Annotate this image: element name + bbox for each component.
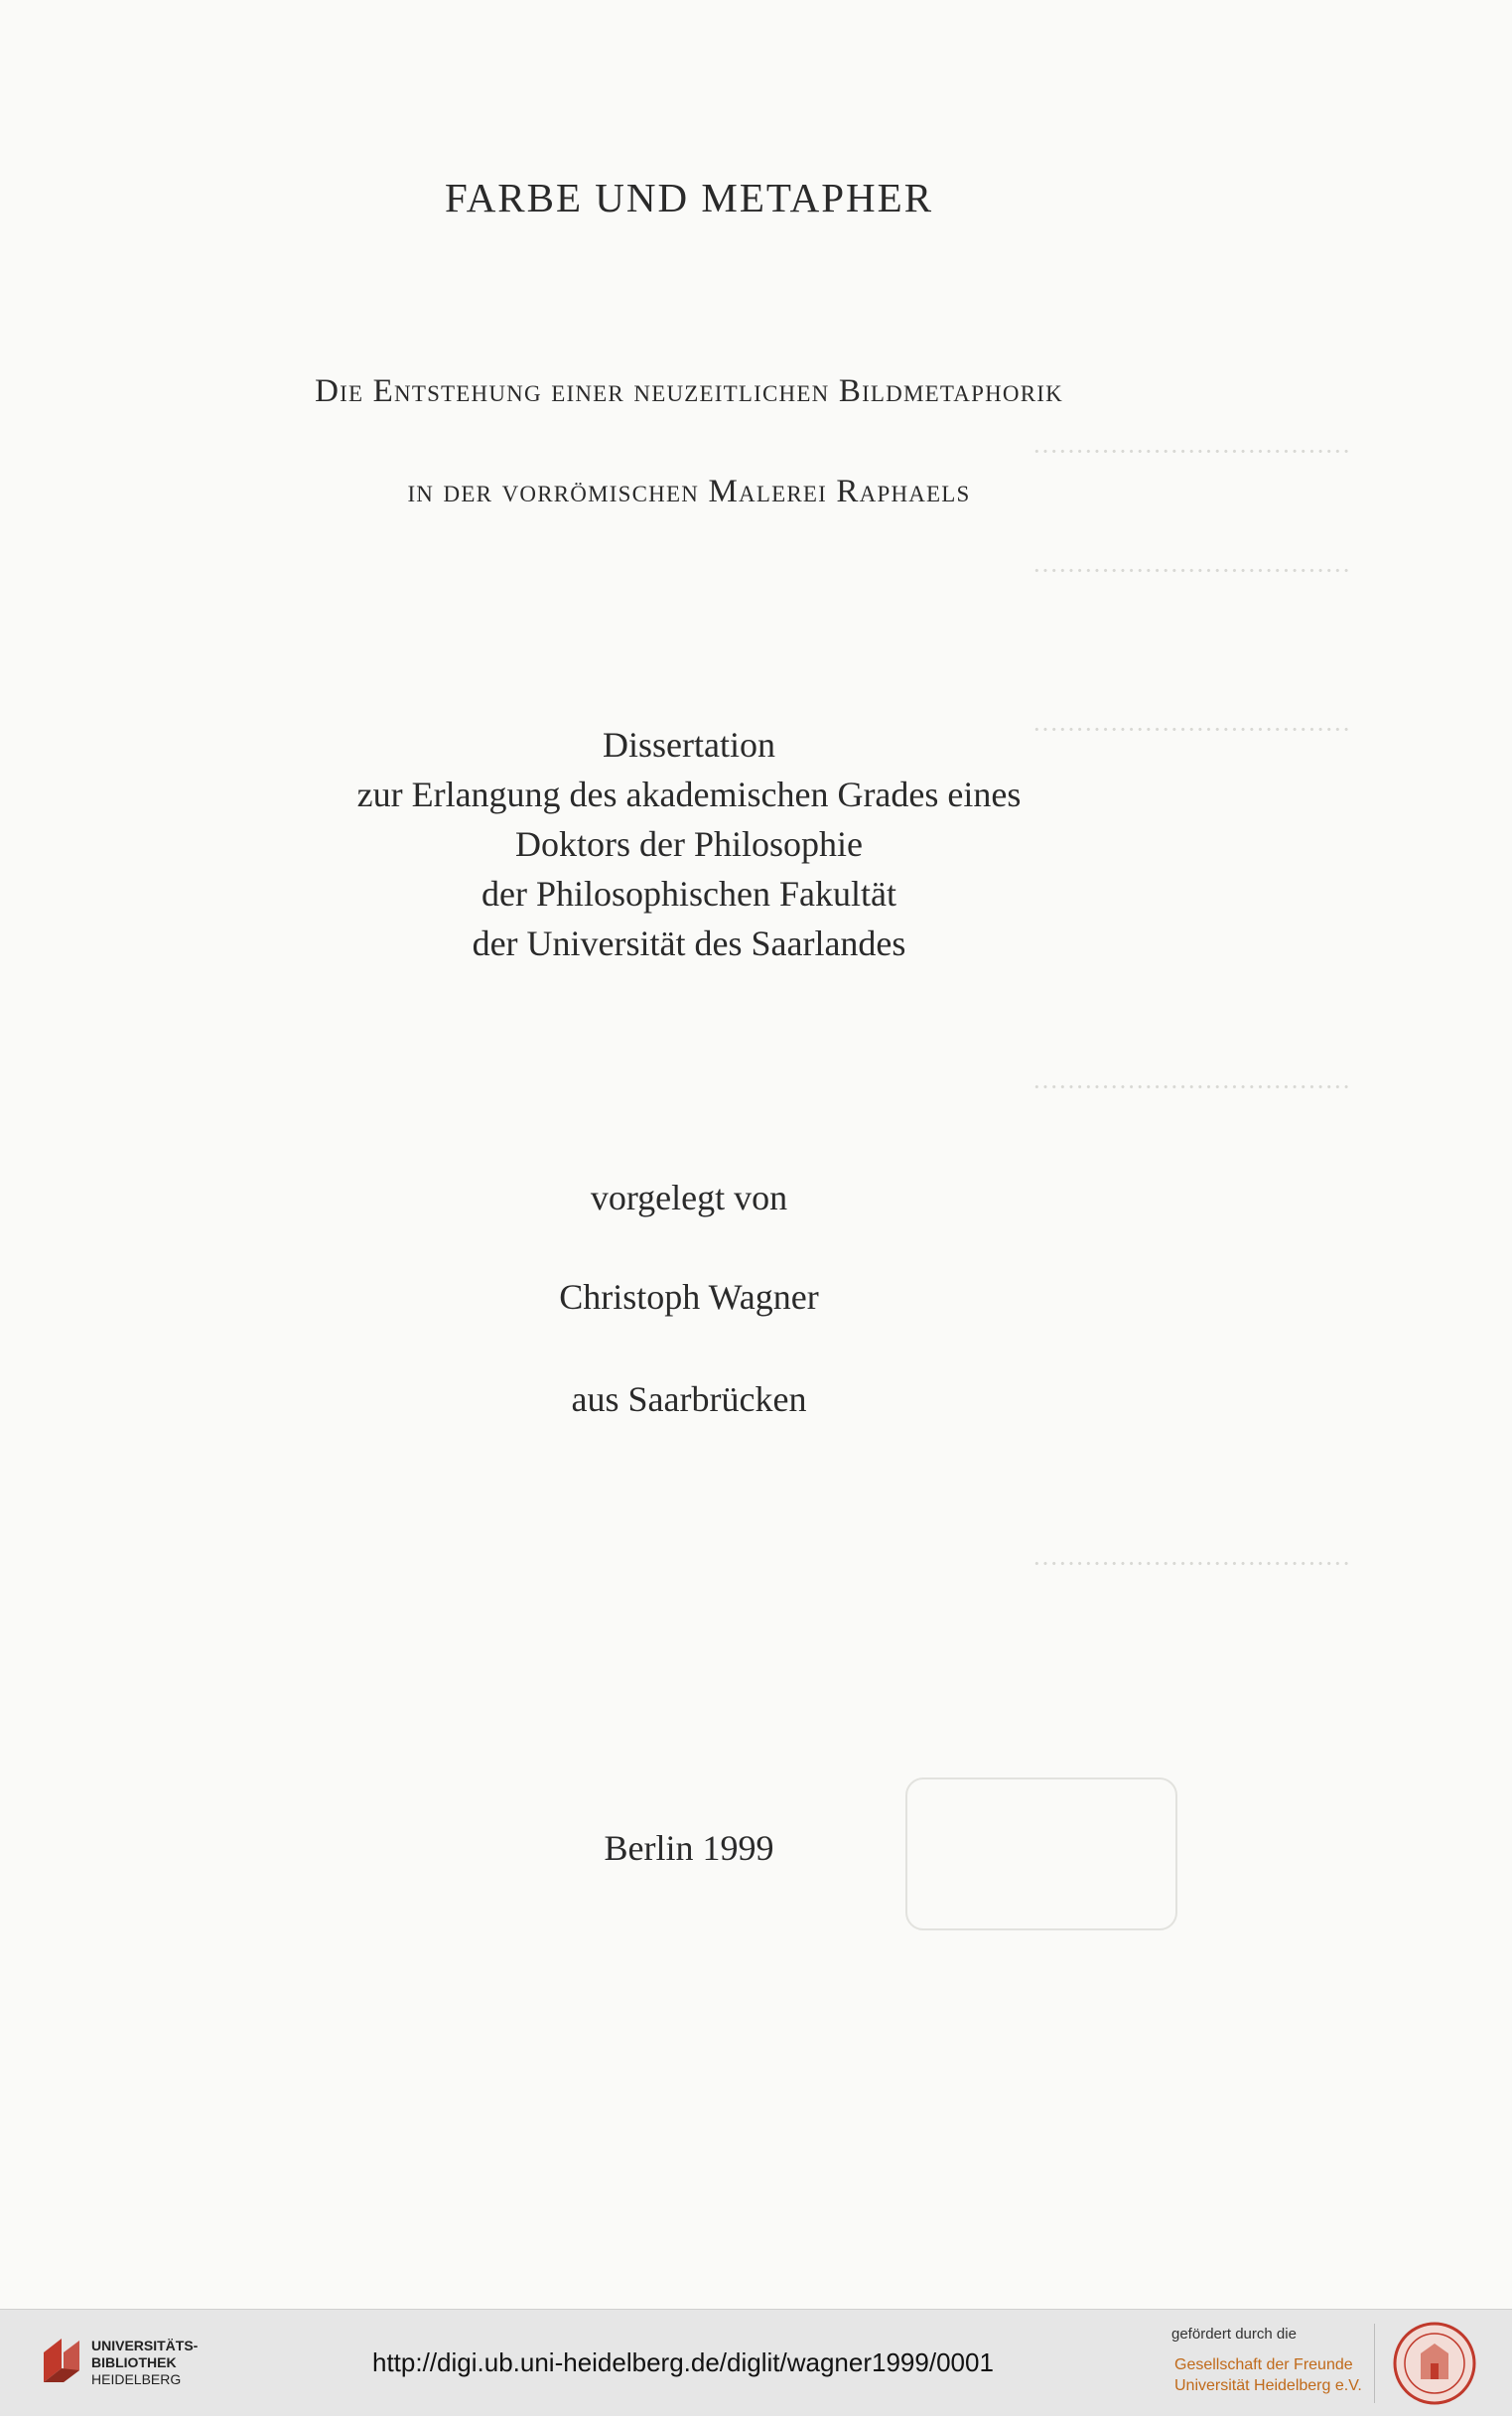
footer-divider (1374, 2324, 1375, 2403)
library-name: UNIVERSITÄTS- BIBLIOTHEK HEIDELBERG (91, 2338, 199, 2387)
sponsor-prefix: gefördert durch die (1171, 2326, 1297, 2343)
submitted-by: vorgelegt von (590, 1178, 788, 1217)
show-through-text: ····································· (1032, 1072, 1351, 1101)
dissertation-line: Doktors der Philosophie (515, 824, 863, 864)
show-through-text: ····································· (1032, 437, 1351, 466)
place-year: Berlin 1999 (604, 1828, 774, 1868)
document-title: FARBE UND METAPHER (444, 175, 934, 220)
dissertation-line: der Universität des Saarlandes (472, 924, 906, 963)
sponsor-name: Gesellschaft der Freunde Universität Heidelberg e.V. (1174, 2356, 1362, 2394)
show-through-text: ····································· (1032, 556, 1351, 585)
permalink-url[interactable]: http://digi.ub.uni-heidelberg.de/diglit/wagner1999/0001 (372, 2347, 994, 2377)
dissertation-block (0, 720, 1378, 968)
dissertation-line: zur Erlangung des akademischen Grades eines (356, 775, 1022, 814)
university-seal-icon (1393, 2322, 1476, 2405)
show-through-text: ····································· (1032, 715, 1351, 744)
dissertation-line: Dissertation (603, 725, 775, 765)
author-origin: aus Saarbrücken (571, 1379, 807, 1419)
subtitle-line-1: Die Entstehung einer neuzeitlichen Bildmetaphorik (315, 373, 1063, 409)
dissertation-line: der Philosophischen Fakultät (481, 874, 896, 914)
digitization-footer (0, 2309, 1512, 2416)
library-logo-icon (40, 2335, 83, 2386)
author-name: Christoph Wagner (559, 1277, 819, 1317)
show-through-text: ····································· (1032, 1549, 1351, 1578)
subtitle-line-2: in der vorrömischen Malerei Raphaels (407, 474, 971, 509)
